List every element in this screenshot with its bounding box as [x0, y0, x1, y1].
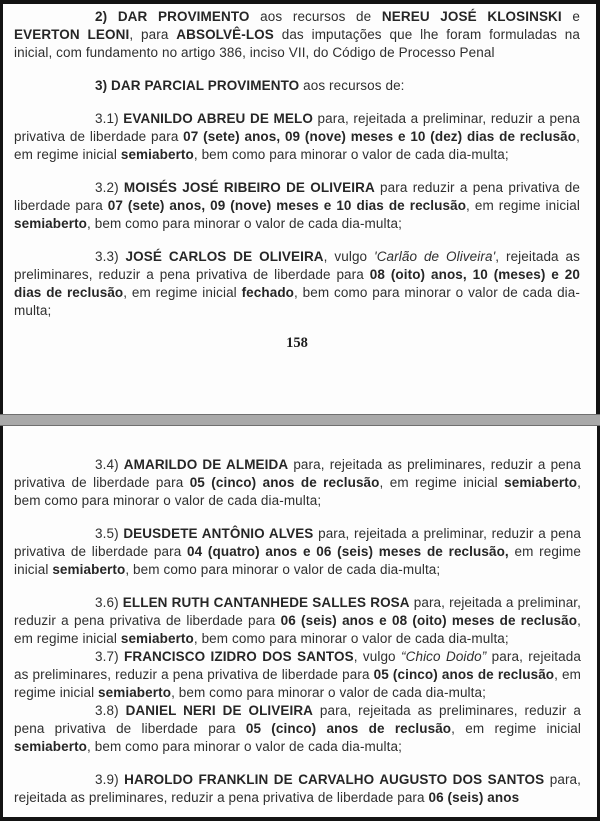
text-segment: para, rejeitada a preliminar, reduzir a pena privativa de liberdade para — [14, 111, 580, 144]
text-segment: , rejeitada as preliminares, reduzir a pena privativa de liberdade para — [14, 249, 580, 282]
paragraph-item-3-9 — [14, 771, 581, 807]
text-segment: AMARILDO DE ALMEIDA — [123, 457, 289, 472]
text-segment: , bem como para minorar o valor de cada dia-multa; — [87, 739, 402, 754]
paragraph-item-3-6 — [14, 594, 581, 648]
text-segment: 3.5) — [95, 526, 124, 541]
text-segment: e — [561, 9, 580, 24]
text-segment: aos recursos de: — [299, 78, 405, 93]
paragraph-item-3-4 — [14, 456, 581, 510]
text-segment: 07 (sete) anos, 09 (nove) meses e 10 (dez) dias de reclusão — [183, 129, 577, 144]
text-segment: 06 (seis) anos e 08 (oito) meses de reclusão — [280, 613, 578, 628]
text-segment: , bem como para minorar o valor de cada dia-multa; — [193, 631, 509, 646]
text-segment: semiaberto — [504, 475, 578, 490]
text-segment: 'Carlão de Oliveira' — [374, 249, 496, 264]
text-segment: NEREU JOSÉ KLOSINSKI — [381, 9, 562, 24]
text-segment: , em regime inicial — [14, 129, 580, 162]
text-segment: , em regime inicial — [14, 613, 581, 646]
text-segment: , bem como para minorar o valor de cada dia-multa; — [14, 475, 581, 508]
text-segment: EVANILDO ABREU DE MELO — [123, 111, 313, 126]
text-segment: HAROLDO FRANKLIN DE CARVALHO AUGUSTO DOS SANTOS — [124, 772, 545, 787]
text-segment: 3.2) — [95, 180, 124, 195]
text-segment: , bem como para minorar o valor de cada dia-multa; — [171, 685, 486, 700]
page-gap-separator — [0, 414, 600, 426]
text-segment: das imputações que lhe foram formuladas na inicial, com fundamento no artigo 386, inciso VII, do Código de Processo Penal — [14, 27, 580, 60]
text-segment: 06 (seis) anos — [428, 790, 520, 805]
text-segment: em regime inicial — [14, 544, 581, 577]
scan-bottom-edge — [0, 817, 600, 821]
text-segment: ELLEN RUTH CANTANHEDE SALLES ROSA — [122, 595, 410, 610]
text-segment: DANIEL NERI DE OLIVEIRA — [125, 703, 314, 718]
text-segment: 3.9) — [95, 772, 125, 787]
paragraph-item-3 — [14, 77, 580, 95]
text-segment: 07 (sete) anos, 09 (nove) meses e 10 dias de reclusão — [107, 198, 467, 213]
paragraph-item-3-1 — [14, 110, 580, 164]
text-segment: semiaberto — [14, 739, 88, 754]
document-page-2 — [0, 426, 600, 821]
text-segment: DEUSDETE ANTÔNIO ALVES — [123, 526, 314, 541]
text-segment: , para — [129, 27, 177, 42]
text-segment: aos recursos de — [249, 9, 382, 24]
text-segment: para reduzir a pena privativa de liberdade para — [14, 180, 580, 213]
text-segment: , bem como para minorar o valor de cada dia-multa; — [87, 216, 402, 231]
text-segment: 05 (cinco) anos de reclusão — [373, 667, 555, 682]
text-segment: 3.8) — [95, 703, 126, 718]
text-segment: 3.7) — [95, 649, 125, 664]
text-segment: para, rejeitada as preliminares, reduzir a pena privativa de liberdade para — [14, 772, 581, 805]
paragraph-item-2 — [14, 8, 580, 62]
text-segment: , em regime inicial — [379, 475, 505, 490]
text-segment: semiaberto — [120, 147, 194, 162]
text-segment: , bem como para minorar o valor de cada dia-multa; — [125, 562, 441, 577]
paragraph-item-3-3 — [14, 248, 580, 320]
text-segment: , bem como para minorar o valor de cada dia-multa; — [14, 285, 580, 318]
paragraph-item-3-5 — [14, 525, 581, 579]
text-segment: para, rejeitada a preliminar, reduzir a pena privativa de liberdade para — [14, 595, 581, 628]
text-segment: FRANCISCO IZIDRO DOS SANTOS — [124, 649, 354, 664]
text-segment: semiaberto — [52, 562, 126, 577]
text-segment: para, rejeitada as preliminares, reduzir a pena privativa de liberdade para — [14, 457, 582, 490]
text-segment: ABSOLVÊ-LOS — [176, 27, 274, 42]
text-segment: para, rejeitada as preliminares, reduzir a pena privativa de liberdade para — [14, 649, 581, 682]
text-segment: “Chico Doido” — [401, 649, 487, 664]
text-segment: 3.6) — [95, 595, 123, 610]
text-segment: , bem como para minorar o valor de cada dia-multa; — [193, 147, 509, 162]
text-segment: 05 (cinco) anos de reclusão — [245, 721, 452, 736]
text-segment: JOSÉ CARLOS DE OLIVEIRA — [125, 249, 324, 264]
text-segment: MOISÉS JOSÉ RIBEIRO DE OLIVEIRA — [123, 180, 375, 195]
page-number: 158 — [286, 335, 308, 351]
text-segment: 3) DAR PARCIAL PROVIMENTO — [95, 78, 300, 93]
page-2-text-content — [14, 456, 581, 807]
text-segment: 04 (quatro) anos e 06 (seis) meses de reclusão, — [187, 544, 509, 559]
page-1-text-content — [14, 8, 580, 320]
text-segment: para, rejeitada a preliminar, reduzir a pena privativa de liberdade para — [14, 526, 581, 559]
text-segment: semiaberto — [14, 216, 88, 231]
text-segment: 08 (oito) anos, 10 (meses) e 20 dias de reclusão — [14, 267, 580, 300]
text-segment: semiaberto — [120, 631, 194, 646]
text-segment: fechado — [241, 285, 295, 300]
text-segment: , em regime inicial — [466, 198, 580, 213]
text-segment: , em regime inicial — [451, 721, 582, 736]
text-segment: semiaberto — [98, 685, 172, 700]
paragraph-item-3-7 — [14, 648, 581, 702]
text-segment: 05 (cinco) anos de reclusão — [189, 475, 380, 490]
text-segment: 3.1) — [95, 111, 124, 126]
text-segment: para, rejeitada as preliminares, reduzir a pena privativa de liberdade para — [14, 703, 581, 736]
paragraph-item-3-2 — [14, 179, 580, 233]
text-segment: , em regime inicial — [14, 667, 581, 700]
paragraph-item-3-8 — [14, 702, 581, 756]
text-segment: 3.4) — [95, 457, 124, 472]
text-segment: , em regime inicial — [123, 285, 242, 300]
text-segment: EVERTON LEONI — [14, 27, 130, 42]
text-segment: 2) DAR PROVIMENTO — [95, 9, 250, 24]
text-segment: 3.3) — [95, 249, 126, 264]
text-segment: , vulgo — [323, 249, 375, 264]
text-segment: , vulgo — [353, 649, 402, 664]
